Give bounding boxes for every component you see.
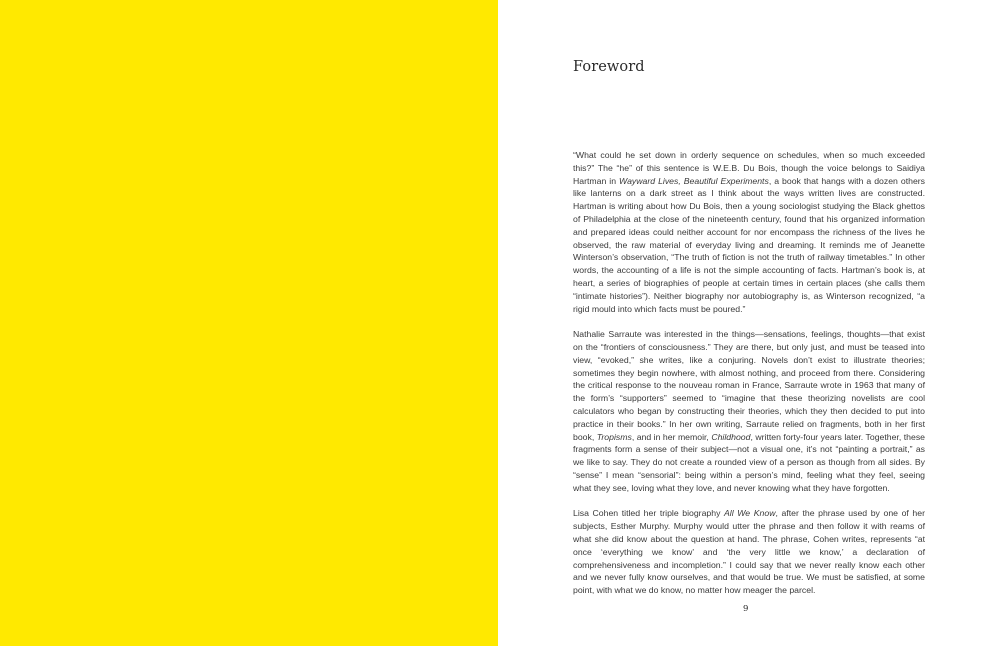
text-run: , a book that hangs with a dozen others like lanterns on a dark street as I think about the ways written lives are constructed. Hartman is writing about how Du Bois, then a young sociologist studying the Black ghettos of Philadelphia at the close of the nineteenth century, found that his organized information and prepared ideas could neither account for nor encompass the richness of the lives he observed, the raw material of everyday living and dreaming. It reminds me of Jeanette Winterson’s observation, “The truth of fiction is not the truth of railway timetables.” In other words, the accounting of a life is not the simple accounting of facts. Hartman’s book is, at heart, a series of biographies of people at certain times in certain places (she calls them “intimate histories”). Neither biography nor autobiography is, as Winterson recognized, “a rigid mould into which facts must be poured.” xyxy=(573,175,926,314)
paragraph xyxy=(573,507,925,597)
chapter-title: Foreword xyxy=(573,59,645,75)
text-run: , and in her memoir, xyxy=(631,431,712,442)
italic-title: Wayward Lives, Beautiful Experiments xyxy=(619,175,769,186)
text-run: , after the phrase used by one of her subjects, Esther Murphy. Murphy would utter the phrase and then follow it with reams of what she did know about the question at hand. The phrase, Cohen writes, represents “at once ‘everything we know’ and ‘the very little we know,’ a declaration of comprehensiveness and incompletion.” I could say that we never really know each other and we never fully know ourselves, and that would be true. We must be satisfied, at some point, with what we do know, no matter how meager the parcel. xyxy=(573,508,925,596)
text-right-page xyxy=(498,0,996,646)
italic-title: All We Know xyxy=(724,508,776,519)
text-run: “What could he set down in orderly sequence on schedules, when so much exceeded this?” The “he” of this sentence is W.E.B. Du Bois, though the voice belongs to Saidiya Hartman in xyxy=(573,150,925,186)
page-number: 9 xyxy=(743,604,749,614)
body-text xyxy=(573,149,925,610)
paragraph xyxy=(573,328,925,494)
italic-title: Childhood xyxy=(711,431,751,442)
italic-title: Tropisms xyxy=(596,431,632,442)
text-run: , written forty-four years later. Together, these fragments form a sense of their subject—not a visual one, it’s not “painting a portrait,” as we like to say. They do not create a rounded view of a person as though from all sides. By “sense” I mean “sensorial”: being within a person’s mind, feeling what they feel, seeing what they see, loving what they love, and never knowing what they have forgotten. xyxy=(573,431,925,493)
text-run: Lisa Cohen titled her triple biography xyxy=(573,508,725,519)
text-run: Nathalie Sarraute was interested in the things—sensations, feelings, thoughts—that exist on the “frontiers of consciousness.” They are there, but only just, and must be teased into view, “evoked,” she writes, like a conjuring. Novels don’t exist to illustrate theories; sometimes they begin nowhere, with almost nothing, and proceed from there. Considering the critical response to the nouveau roman in France, Sarraute wrote in 1963 that many of the form’s “supporters” seemed to “imagine that these theorizing novelists are cool calculators who began by constructing their theories, which they then decided to put into practice in their books.” In her own writing, Sarraute relied on fragments, both in her first book, xyxy=(573,329,925,442)
paragraph xyxy=(573,149,925,315)
